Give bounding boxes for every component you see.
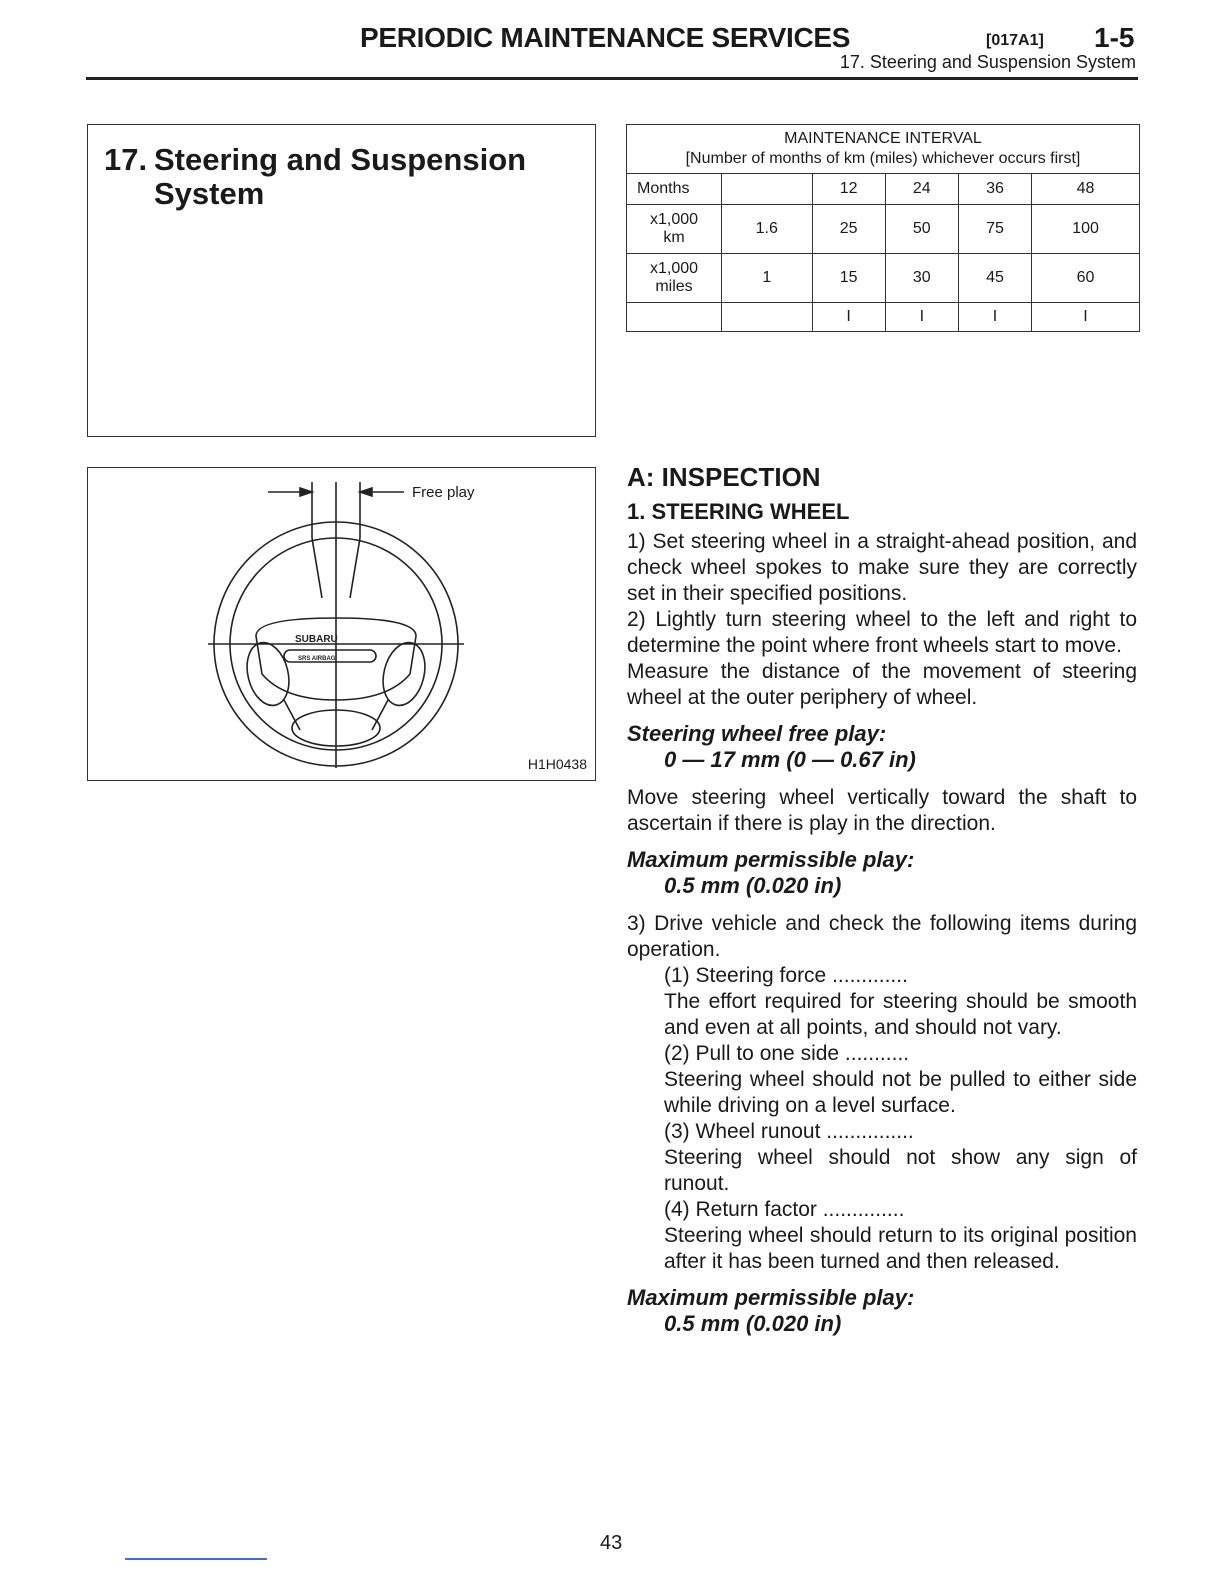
table-cell: 48 bbox=[1032, 174, 1140, 205]
item-text: Steering wheel should not be pulled to either side while driving on a level surface. bbox=[664, 1068, 1137, 1117]
left-spoke-pad bbox=[241, 638, 295, 710]
wheel-logo: SUBARU bbox=[295, 634, 338, 645]
table-cell: 36 bbox=[958, 174, 1031, 205]
section-title-line1: Steering and Suspension bbox=[154, 142, 527, 177]
table-cell: 1.6 bbox=[722, 205, 813, 254]
table-cell bbox=[722, 174, 813, 205]
header-subtitle: 17. Steering and Suspension System bbox=[839, 52, 1136, 72]
check-items bbox=[627, 963, 1137, 1275]
table-header-line2: [Number of months of km (miles) whichever occurs first] bbox=[685, 150, 1081, 167]
spec-label: Maximum permissible play: bbox=[627, 1285, 915, 1310]
section-title-box bbox=[87, 124, 596, 437]
paragraph-1: 1) Set steering wheel in a straight-ahead position, and check wheel spokes to make sure they are correctly set in their specified positions. bbox=[627, 530, 1137, 605]
figure-code: H1H0438 bbox=[527, 756, 587, 772]
row-label bbox=[627, 205, 722, 254]
right-spoke-pad bbox=[377, 638, 431, 710]
free-play-label: Free play bbox=[412, 484, 475, 501]
table-cell: 60 bbox=[1032, 254, 1140, 303]
table-cell: 1 bbox=[722, 254, 813, 303]
heading-steering-wheel: 1. STEERING WHEEL bbox=[627, 499, 850, 524]
table-cell: I bbox=[1032, 303, 1140, 332]
inspection-content bbox=[627, 462, 1137, 1349]
spec-free-play bbox=[627, 721, 1137, 773]
section-number: 17. bbox=[104, 142, 148, 177]
heading-inspection: A: INSPECTION bbox=[627, 462, 821, 492]
steering-wheel-figure bbox=[87, 467, 596, 781]
table-row bbox=[627, 254, 1140, 303]
table-header-line1: MAINTENANCE INTERVAL bbox=[784, 130, 982, 147]
section-title-line2: System bbox=[154, 176, 265, 211]
table-cell bbox=[722, 303, 813, 332]
spec-label: Maximum permissible play: bbox=[627, 847, 915, 872]
spec-value: 0.5 mm (0.020 in) bbox=[664, 873, 842, 898]
row-label-line2: miles bbox=[655, 278, 693, 295]
header-title: PERIODIC MAINTENANCE SERVICES bbox=[360, 22, 851, 53]
row-label-line1: x1,000 bbox=[649, 211, 699, 228]
table-cell: 25 bbox=[812, 205, 885, 254]
row-label bbox=[627, 303, 722, 332]
maintenance-interval-table bbox=[626, 124, 1140, 332]
footer-line bbox=[125, 1558, 267, 1560]
spec-max-play-2 bbox=[627, 1285, 1137, 1337]
row-label-line2: km bbox=[663, 229, 685, 246]
table-cell: 45 bbox=[958, 254, 1031, 303]
arrowhead-left bbox=[300, 488, 312, 496]
item-title: (2) Pull to one side ........... bbox=[664, 1042, 910, 1065]
header-page-ref: 1-5 bbox=[1094, 22, 1135, 53]
header-code: [017A1] bbox=[986, 32, 1044, 49]
table-cell: 30 bbox=[885, 254, 958, 303]
paragraph-3: Measure the distance of the movement of steering wheel at the outer periphery of wheel. bbox=[627, 660, 1137, 709]
row-label: Months bbox=[627, 174, 722, 205]
row-label-line1: x1,000 bbox=[649, 260, 699, 277]
spec-max-play bbox=[627, 847, 1137, 899]
table-cell: 24 bbox=[885, 174, 958, 205]
steering-wheel-drawing bbox=[88, 468, 594, 779]
row-label bbox=[627, 254, 722, 303]
paragraph-4: Move steering wheel vertically toward the shaft to ascertain if there is play in the direction. bbox=[627, 786, 1137, 835]
section-title bbox=[104, 143, 526, 211]
item-title: (3) Wheel runout ............... bbox=[664, 1120, 914, 1143]
table-row bbox=[627, 303, 1140, 332]
item-text: Steering wheel should return to its original position after it has been turned and then released. bbox=[664, 1224, 1137, 1273]
header-rule bbox=[86, 77, 1138, 80]
table-cell: I bbox=[885, 303, 958, 332]
table-cell: I bbox=[958, 303, 1031, 332]
spec-label: Steering wheel free play: bbox=[627, 721, 887, 746]
table-row bbox=[627, 174, 1140, 205]
table-cell: 12 bbox=[812, 174, 885, 205]
page-number: 43 bbox=[600, 1532, 623, 1554]
paragraph-5: 3) Drive vehicle and check the following items during operation. bbox=[627, 912, 1137, 961]
item-title: (1) Steering force ............. bbox=[664, 964, 908, 987]
item-text: Steering wheel should not show any sign of runout. bbox=[664, 1146, 1137, 1195]
table-row bbox=[627, 205, 1140, 254]
item-text: The effort required for steering should be smooth and even at all points, and should not vary. bbox=[664, 990, 1137, 1039]
spec-value: 0 — 17 mm (0 — 0.67 in) bbox=[664, 747, 916, 772]
wheel-badge-text: SRS AIRBAG bbox=[298, 656, 336, 662]
table-header bbox=[627, 125, 1140, 174]
arrowhead-right bbox=[360, 488, 372, 496]
table-cell: 100 bbox=[1032, 205, 1140, 254]
table-cell: 15 bbox=[812, 254, 885, 303]
paragraph-2: 2) Lightly turn steering wheel to the left and right to determine the point where front wheels start to move. bbox=[627, 608, 1137, 657]
table-cell: 75 bbox=[958, 205, 1031, 254]
spec-value: 0.5 mm (0.020 in) bbox=[664, 1311, 842, 1336]
table-cell: 50 bbox=[885, 205, 958, 254]
item-title: (4) Return factor .............. bbox=[664, 1198, 905, 1221]
table-cell: I bbox=[812, 303, 885, 332]
